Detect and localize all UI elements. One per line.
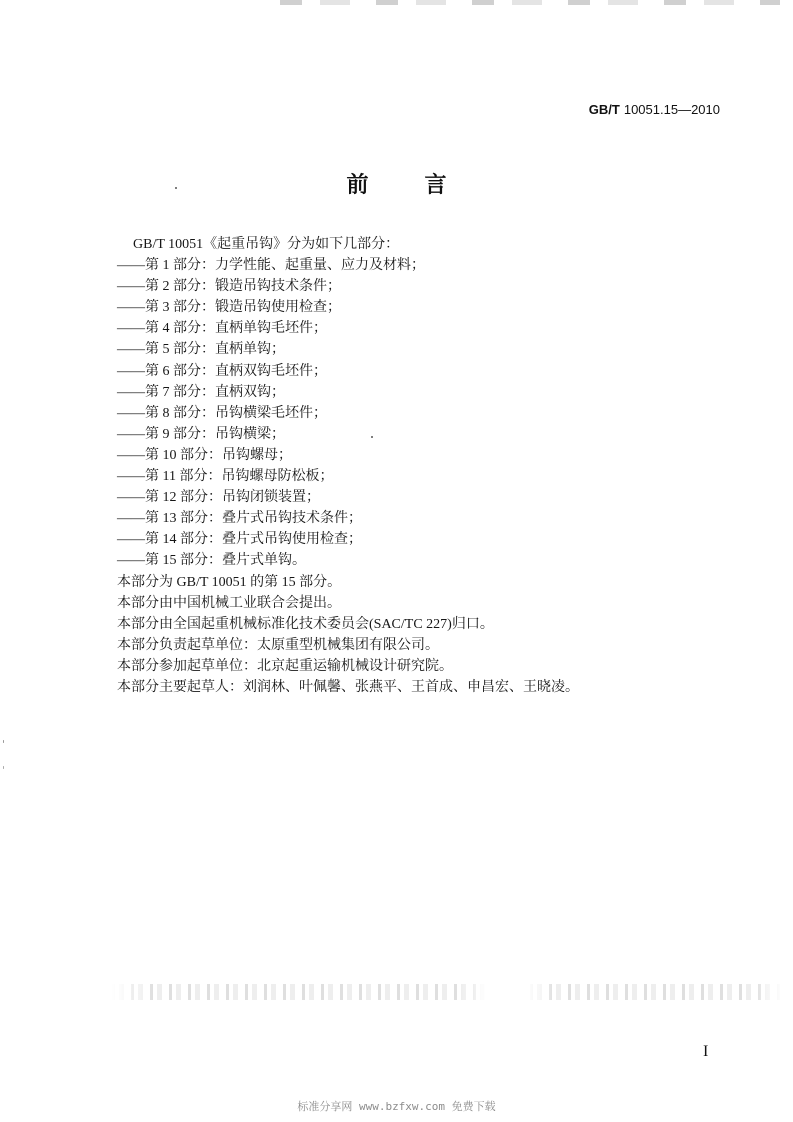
part-list-item: ——第 10 部分：吊钩螺母； [117, 447, 292, 463]
page-title-text: 前言 [346, 172, 503, 197]
scan-speck [371, 436, 373, 438]
intro-paragraph: GB/T 10051《起重吊钩》分为如下几部分： [133, 237, 400, 252]
part-list-item: ——第 12 部分：吊钩闭锁装置； [117, 490, 320, 506]
page-number: I [703, 1043, 709, 1060]
part-list-item: ——第 1 部分：力学性能、起重量、应力及材料； [117, 258, 425, 274]
part-list-item: ——第 11 部分：吊钩螺母防松板； [117, 469, 334, 485]
part-list-item: ——第 5 部分：直柄单钩； [117, 342, 285, 358]
part-list-item: ——第 15 部分：叠片式单钩。 [117, 553, 306, 569]
standard-number: 10051.15—2010 [623, 102, 720, 117]
statement-line: 本部分参加起草单位：北京起重运输机械设计研究院。 [117, 658, 453, 674]
part-list-item: ——第 6 部分：直柄双钩毛坯件； [117, 363, 327, 379]
scan-noise-top [280, 0, 780, 5]
standard-prefix: GB/T [588, 102, 620, 117]
statement-line: 本部分由中国机械工业联合会提出。 [117, 595, 341, 611]
watermark-footer: 标准分享网 www.bzfxw.com 免费下载 [297, 1100, 496, 1113]
statement-line: 本部分为 GB/T 10051 的第 15 部分。 [117, 574, 342, 590]
running-header [589, 101, 720, 119]
scan-speck [3, 740, 4, 743]
part-list-item: ——第 2 部分：锻造吊钩技术条件； [117, 279, 341, 295]
part-list-item: ——第 4 部分：直柄单钩毛坯件； [117, 321, 327, 337]
statement-line: 本部分由全国起重机械标准化技术委员会(SAC/TC 227)归口。 [117, 616, 494, 632]
foreword-body [0, 234, 793, 698]
page-title [0, 172, 793, 198]
part-list-item: ——第 8 部分：吊钩横梁毛坯件； [117, 405, 327, 421]
scan-speck [3, 766, 4, 769]
part-list-item: ——第 9 部分：吊钩横梁； [117, 426, 285, 442]
statement-line: 本部分负责起草单位：太原重型机械集团有限公司。 [117, 637, 439, 653]
part-list-item: ——第 14 部分：叠片式吊钩使用检查； [117, 532, 362, 548]
part-list-item: ——第 13 部分：叠片式吊钩技术条件； [117, 511, 362, 527]
part-list-item: ——第 3 部分：锻造吊钩使用检查； [117, 300, 341, 316]
scan-noise-band [112, 984, 782, 1000]
part-list-item: ——第 7 部分：直柄双钩； [117, 384, 285, 400]
statement-line: 本部分主要起草人：刘润林、叶佩馨、张燕平、王首成、申昌宏、王晓凌。 [117, 679, 579, 695]
